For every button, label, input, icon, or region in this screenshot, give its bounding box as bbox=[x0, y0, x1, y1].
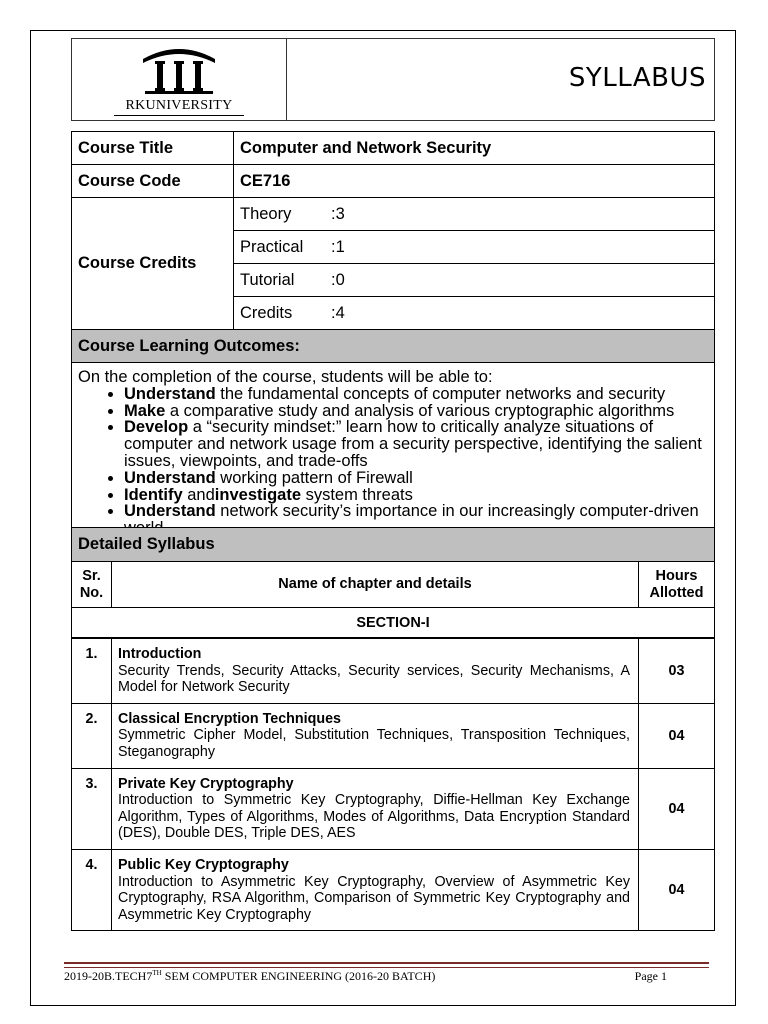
outcomes-list bbox=[78, 386, 708, 537]
credit-label: Credits bbox=[240, 303, 293, 322]
credit-label: Theory bbox=[240, 204, 292, 223]
logo-text: RKUNIVERSITY bbox=[125, 98, 233, 113]
header-table bbox=[71, 38, 715, 121]
course-title-value: Computer and Network Security bbox=[234, 132, 715, 165]
list-item: • Understand network security’s importance in our increasingly computer-driven bbox=[124, 503, 708, 537]
chapter-text: Security Trends, Security Attacks, Security services, Security Mechanisms, A Model for Network Security bbox=[118, 662, 630, 696]
col-sr-header: Sr. No. bbox=[72, 562, 112, 608]
title-cell bbox=[287, 39, 715, 121]
credit-total bbox=[234, 297, 715, 330]
chapter-detail bbox=[112, 703, 639, 768]
list-item: • Understand the fundamental concepts of computer networks and security bbox=[124, 386, 708, 403]
col-name-header: Name of chapter and details bbox=[112, 562, 639, 608]
logo-underline bbox=[114, 115, 244, 116]
footer-rule bbox=[64, 967, 709, 968]
credit-label: Practical bbox=[240, 237, 304, 256]
chapter-detail bbox=[112, 849, 639, 930]
chapter-detail bbox=[112, 768, 639, 849]
logo-cell bbox=[72, 39, 287, 121]
outcomes-body bbox=[72, 363, 715, 543]
chapter-number: 4. bbox=[72, 849, 112, 930]
chapter-title: Public Key Cryptography bbox=[118, 856, 289, 873]
course-code-label: Course Code bbox=[72, 165, 234, 198]
table-row bbox=[72, 703, 715, 768]
table-row bbox=[72, 849, 715, 930]
chapter-title: Classical Encryption Techniques bbox=[118, 710, 341, 727]
chapter-title: Introduction bbox=[118, 646, 202, 662]
credit-value: :4 bbox=[331, 303, 345, 322]
table-row bbox=[72, 768, 715, 849]
chapter-hours: 03 bbox=[639, 639, 715, 704]
list-item: • Understand working pattern of Firewall bbox=[124, 470, 708, 487]
col-hours-header: Hours Allotted bbox=[639, 562, 715, 608]
chapter-title: Private Key Cryptography bbox=[118, 775, 294, 792]
list-item: • Develop a “security mindset:” learn how to critically analyze situations of computer and network usage from a security perspective, identifying the salient issues, viewpoints, and trade-offs bbox=[124, 419, 708, 469]
section-header: SECTION-I bbox=[72, 608, 715, 638]
list-item: • Identify andinvestigate system threats bbox=[124, 487, 708, 504]
outcomes-heading: Course Learning Outcomes: bbox=[72, 330, 715, 363]
syllabus-heading: Detailed Syllabus bbox=[72, 528, 715, 562]
footer-rule bbox=[64, 962, 709, 964]
table-row bbox=[72, 639, 715, 704]
chapter-hours: 04 bbox=[639, 849, 715, 930]
credit-value: :1 bbox=[331, 237, 345, 256]
page-number: Page 1 bbox=[634, 969, 667, 983]
chapter-hours: 04 bbox=[639, 703, 715, 768]
course-info-table bbox=[71, 131, 715, 543]
page-title: SYLLABUS bbox=[568, 62, 706, 93]
chapter-hours: 04 bbox=[639, 768, 715, 849]
course-code-value: CE716 bbox=[234, 165, 715, 198]
chapter-text: Introduction to Asymmetric Key Cryptography, Overview of Asymmetric Key Cryptography, RSA Algorithm, Comparison of Symmetric Key Cryptography and Asymmetric Key Cryptography bbox=[118, 873, 630, 923]
chapter-number: 1. bbox=[72, 639, 112, 704]
credit-value: :0 bbox=[331, 270, 345, 289]
university-logo-icon bbox=[129, 43, 229, 95]
chapter-number: 2. bbox=[72, 703, 112, 768]
syllabus-table bbox=[71, 527, 715, 931]
credit-value: :3 bbox=[331, 204, 345, 223]
chapter-number: 3. bbox=[72, 768, 112, 849]
credit-practical bbox=[234, 231, 715, 264]
outcomes-intro: On the completion of the course, students will be able to: bbox=[78, 368, 493, 386]
credit-theory bbox=[234, 198, 715, 231]
list-item: • Make a comparative study and analysis of various cryptographic algorithms bbox=[124, 403, 708, 420]
credit-tutorial bbox=[234, 264, 715, 297]
chapter-detail bbox=[112, 639, 639, 704]
footer-program: 2019-20B.TECH7TH SEM COMPUTER ENGINEERING (2016-20 BATCH) bbox=[64, 969, 436, 983]
credit-label: Tutorial bbox=[240, 270, 295, 289]
chapter-text: Introduction to Symmetric Key Cryptography, Diffie-Hellman Key Exchange Algorithm, Types of Algorithms, Modes of Algorithms, Data Encryption Standard (DES), Double DES, Triple DES, AES bbox=[118, 792, 630, 842]
chapter-text: Symmetric Cipher Model, Substitution Techniques, Transposition Techniques, Steganography bbox=[118, 727, 630, 760]
course-title-label: Course Title bbox=[72, 132, 234, 165]
course-credits-label: Course Credits bbox=[72, 198, 234, 330]
